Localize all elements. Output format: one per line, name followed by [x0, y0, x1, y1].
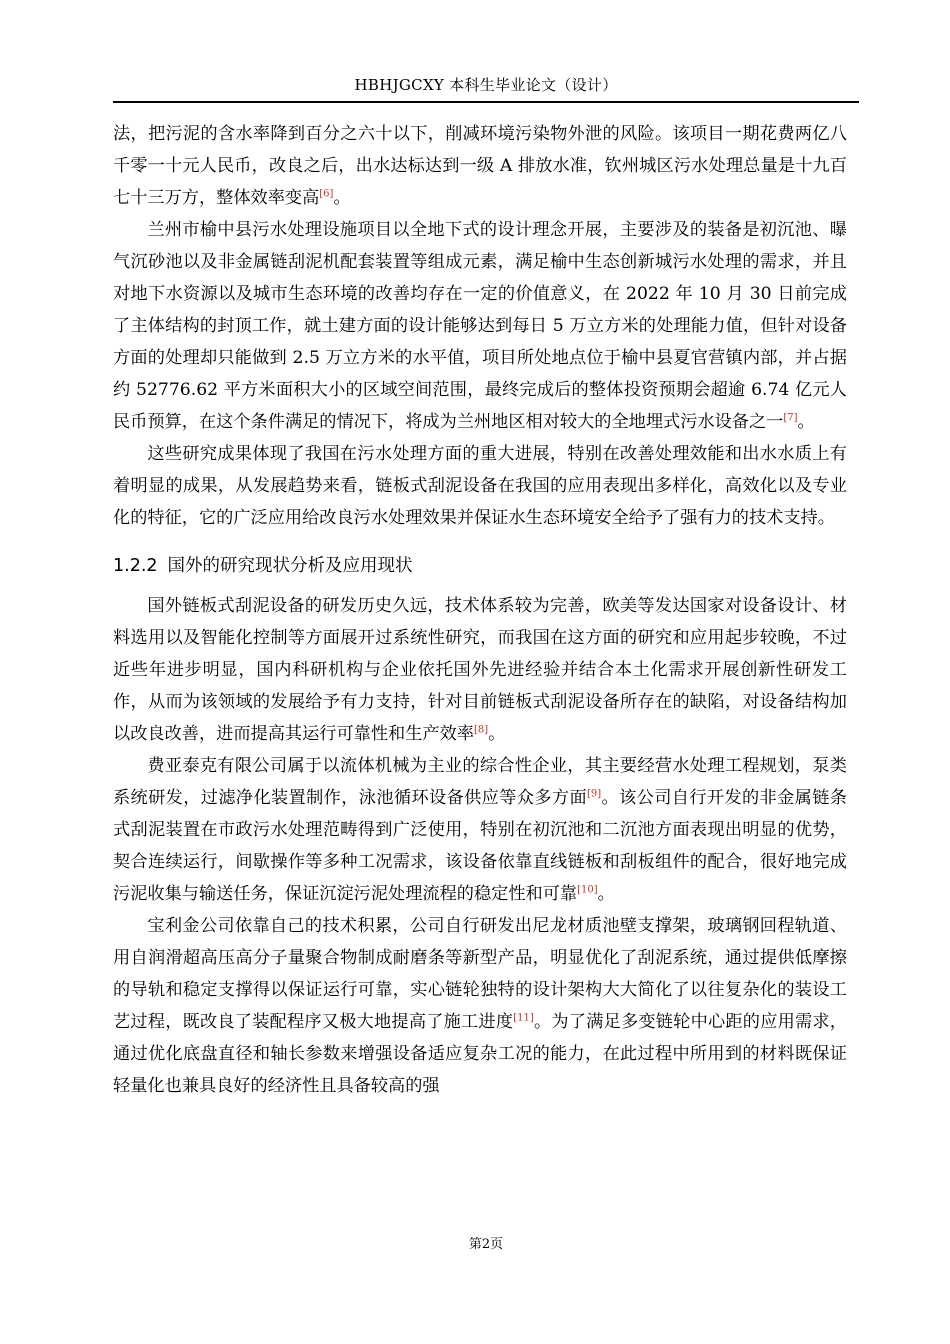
- paragraph: [113, 438, 847, 534]
- paragraph-text: 宝利金公司依靠自己的技术积累，公司自行研发出尼龙材质池壁支撑架，玻璃钢回程轨道、用自润滑超高压高分子量聚合物制成耐磨条等新型产品，明显优化了刮泥系统，通过提供低摩擦的导轨和稳定支撑得以保证运行可靠，实心链轮独特的设计架构大大简化了以往复杂化的装设工艺过程，既改良了装配程序又极大地提高了施工进度: [113, 916, 847, 1032]
- section-heading: [113, 550, 847, 582]
- paragraph-text: 费亚泰克有限公司属于以流体机械为主业的综合性企业，其主要经营水处理工程规划，泵类系统研发，过滤净化装置制作，泳池循环设备供应等众多方面: [113, 756, 847, 808]
- paragraph: [113, 750, 847, 910]
- paragraph-text: 。: [488, 724, 506, 744]
- paragraph-text: 。为了满足多变链轮中心距的应用需求，通过优化底盘直径和轴长参数来增强设备适应复杂工况的能力，在此过程中所用到的材料既保证轻量化也兼具良好的经济性且具备较高的强: [113, 1012, 847, 1096]
- citation-marker[interactable]: [7]: [783, 412, 798, 424]
- paragraph: [113, 590, 847, 750]
- paragraph: [113, 118, 847, 214]
- paragraph: [113, 910, 847, 1102]
- paragraph-text: 。: [333, 188, 351, 208]
- paragraph-text: 法，把污泥的含水率降到百分之六十以下，削减环境污染物外泄的风险。该项目一期花费两亿八千零一十元人民币，改良之后，出水达标达到一级 A 排放水准，钦州城区污水处理总量是十九百七十三万方，整体效率变高: [113, 124, 847, 208]
- paragraph-text: 兰州市榆中县污水处理设施项目以全地下式的设计理念开展，主要涉及的装备是初沉池、曝气沉砂池以及非金属链刮泥机配套装置等组成元素，满足榆中生态创新城污水处理的需求，并且对地下水资源以及城市生态环境的改善均存在一定的价值意义，在 2022 年 10 月 30 日前完成了主体结构的封顶工作，就土建方面的设计能够达到每日 5 万立方米的处理能力值，但针对设备方面的处理却只能做到 2.5 万立方米的水平值，项目所处地点位于榆中县夏官营镇内部，并占据约 52776.62 平方米面积大小的区域空间范围，最终完成后的整体投资预期会超逾 6.74 亿元人民币预算，在这个条件满足的情况下，将成为兰州地区相对较大的全地埋式污水设备之一: [113, 220, 847, 432]
- paragraph: [113, 214, 847, 438]
- citation-marker[interactable]: [6]: [319, 188, 334, 200]
- paragraph-text: 。: [797, 412, 815, 432]
- document-body: [113, 118, 847, 1102]
- citation-marker[interactable]: [8]: [473, 724, 489, 736]
- citation-marker[interactable]: [11]: [513, 1012, 534, 1024]
- section-number: 1.2.2: [113, 556, 158, 576]
- paragraph-text: 。: [597, 884, 615, 904]
- page-number: 第2页: [468, 1237, 504, 1252]
- paragraph-text: 国外链板式刮泥设备的研发历史久远，技术体系较为完善，欧美等发达国家对设备设计、材料选用以及智能化控制等方面展开过系统性研究，而我国在这方面的研究和应用起步较晚，不过近些年进步明显，国内科研机构与企业依托国外先进经验并结合本土化需求开展创新性研发工作，从而为该领域的发展给予有力支持，针对目前链板式刮泥设备所存在的缺陷，对设备结构加以改良改善，进而提高其运行可靠性和生产效率: [113, 596, 847, 744]
- citation-marker[interactable]: [10]: [577, 884, 598, 896]
- header-divider: [113, 101, 859, 103]
- citation-marker[interactable]: [9]: [587, 788, 602, 800]
- paragraph-text: 这些研究成果体现了我国在污水处理方面的重大进展，特别在改善处理效能和出水水质上有着明显的成果，从发展趋势来看，链板式刮泥设备在我国的应用表现出多样化，高效化以及专业化的特征，它的广泛应用给改良污水处理效果并保证水生态环境安全给予了强有力的技术支持。: [113, 444, 847, 528]
- section-title: 国外的研究现状分析及应用现状: [167, 556, 413, 576]
- page-header-title: HBHJGCXY 本科生毕业论文（设计）: [354, 76, 618, 94]
- paragraph-text: 。该公司自行开发的非金属链条式刮泥装置在市政污水处理范畴得到广泛使用，特别在初沉池和二沉池方面表现出明显的优势，契合连续运行，间歇操作等多种工况需求，该设备依靠直线链板和刮板组件的配合，很好地完成污泥收集与输送任务，保证沉淀污泥处理流程的稳定性和可靠: [113, 788, 847, 904]
